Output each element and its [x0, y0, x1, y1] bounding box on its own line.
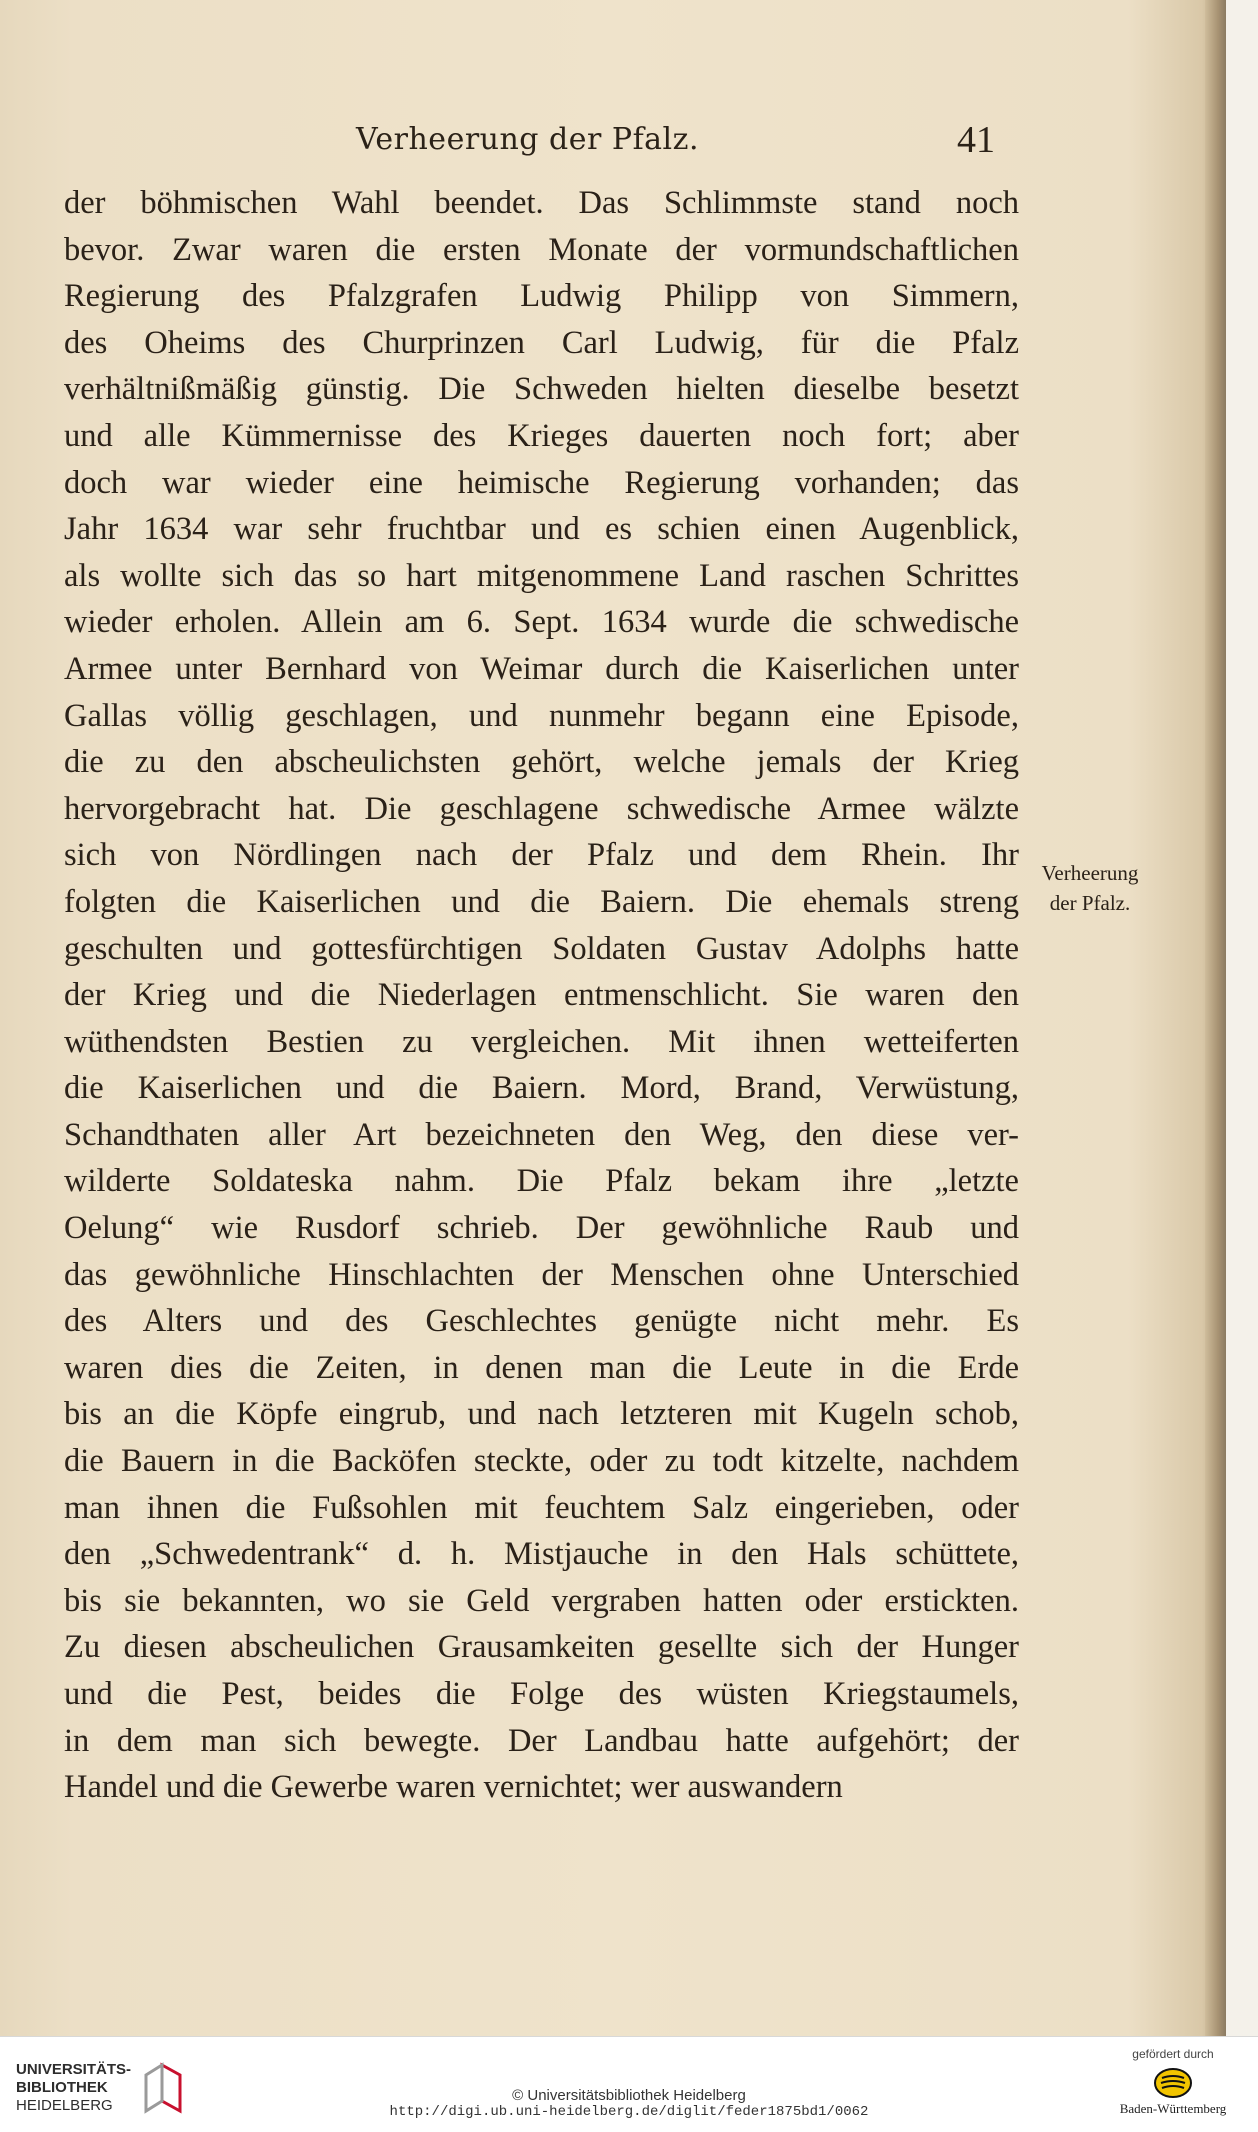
- text-line: geschulten und gottesfürchtigen Soldaten Gustav Adolphs hatte: [64, 930, 1019, 967]
- text-line: verhältnißmäßig günstig. Die Schweden hielten dieselbe besetzt: [64, 371, 1019, 408]
- text-line: folgten die Kaiserlichen und die Baiern. Die ehemals streng: [64, 883, 1019, 920]
- running-title: Verheerung der Pfalz.: [355, 122, 699, 157]
- text-line: Gallas völlig geschlagen, und nunmehr begann eine Episode,: [64, 697, 1019, 734]
- text-line: wieder erholen. Allein am 6. Sept. 1634 wurde die schwedische: [64, 604, 1019, 641]
- marginal-note-line: der Pfalz.: [1049, 891, 1131, 915]
- text-line: bis sie bekannten, wo sie Geld vergraben hatten oder erstickten.: [64, 1582, 1019, 1619]
- text-line: man ihnen die Fußsohlen mit feuchtem Salz eingerieben, oder: [64, 1489, 1019, 1526]
- permalink[interactable]: http://digi.ub.uni-heidelberg.de/diglit/feder1875bd1/0062: [389, 2104, 869, 2120]
- copyright-notice: [0, 2087, 1258, 2121]
- text-line: und die Pest, beides die Folge des wüsten Kriegstaumels,: [64, 1676, 1019, 1712]
- text-line: wilderte Soldateska nahm. Die Pfalz bekam ihre „letzte: [64, 1163, 1019, 1200]
- marginal-note-line: Verheerung: [1041, 861, 1139, 885]
- text-line: die Kaiserlichen und die Baiern. Mord, Brand, Verwüstung,: [64, 1070, 1019, 1107]
- body-text: [64, 180, 1019, 1811]
- footer: [0, 2036, 1258, 2132]
- text-line: bevor. Zwar waren die ersten Monate der vormundschaftlichen: [64, 231, 1019, 268]
- text-line: Zu diesen abscheulichen Grausamkeiten gesellte sich der Hunger: [64, 1629, 1019, 1666]
- text-line: hervorgebracht hat. Die geschlagene schwedische Armee wälzte: [64, 790, 1019, 827]
- text-line: Armee unter Bernhard von Weimar durch die Kaiserlichen unter: [64, 650, 1019, 687]
- text-line: der Krieg und die Niederlagen entmenschlicht. Sie waren den: [64, 977, 1019, 1014]
- text-line: wüthendsten Bestien zu vergleichen. Mit ihnen wetteiferten: [64, 1023, 1019, 1060]
- funder-label: gefördert durch: [1132, 2047, 1214, 2061]
- text-line: sich von Nördlingen nach der Pfalz und dem Rhein. Ihr: [64, 837, 1019, 874]
- text-line: in dem man sich bewegte. Der Landbau hatte aufgehört; der: [64, 1722, 1019, 1759]
- page-number: 41: [957, 119, 995, 161]
- funder-block: [1098, 2047, 1248, 2127]
- text-line: die Bauern in die Backöfen steckte, oder zu todt kitzelte, nachdem: [64, 1443, 1019, 1480]
- text-line: doch war wieder eine heimische Regierung vorhanden; das: [64, 464, 1019, 501]
- copyright-text: © Universitätsbibliothek Heidelberg: [512, 2087, 746, 2104]
- viewer-margin: [1226, 0, 1258, 2036]
- text-line: waren dies die Zeiten, in denen man die Leute in die Erde: [64, 1349, 1019, 1386]
- library-name-line: HEIDELBERG: [16, 2097, 113, 2114]
- text-line: Jahr 1634 war sehr fruchtbar und es schien einen Augenblick,: [64, 511, 1019, 548]
- text-line: und alle Kümmernisse des Krieges dauerten noch fort; aber: [64, 417, 1019, 454]
- text-line: der böhmischen Wahl beendet. Das Schlimmste stand noch: [64, 185, 1019, 221]
- text-line: bis an die Köpfe eingrub, und nach letzteren mit Kugeln schob,: [64, 1396, 1019, 1433]
- running-head: [60, 118, 995, 168]
- text-line: des Oheims des Churprinzen Carl Ludwig, für die Pfalz: [64, 324, 1019, 361]
- funder-name: Baden-Württemberg: [1119, 2101, 1227, 2116]
- text-line: Schandthaten aller Art bezeichneten den Weg, den diese ver-: [64, 1116, 1019, 1153]
- text-line: das gewöhnliche Hinschlachten der Menschen ohne Unterschied: [64, 1256, 1019, 1293]
- text-line: Handel und die Gewerbe waren vernichtet; wer auswandern: [64, 1769, 843, 1806]
- marginal-note: [1036, 858, 1144, 918]
- page-edge: [1205, 0, 1226, 2036]
- library-name-line: UNIVERSITÄTS-: [16, 2061, 132, 2078]
- text-line: Oelung“ wie Rusdorf schrieb. Der gewöhnliche Raub und: [64, 1210, 1019, 1247]
- coat-of-arms-icon: [1153, 2067, 1193, 2099]
- text-line: als wollte sich das so hart mitgenommene Land raschen Schrittes: [64, 557, 1019, 594]
- text-line: den „Schwedentrank“ d. h. Mistjauche in den Hals schüttete,: [64, 1536, 1019, 1573]
- text-line: die zu den abscheulichsten gehört, welche jemals der Krieg: [64, 744, 1019, 781]
- text-line: des Alters und des Geschlechtes genügte nicht mehr. Es: [64, 1303, 1019, 1340]
- text-line: Regierung des Pfalzgrafen Ludwig Philipp von Simmern,: [64, 278, 1019, 315]
- library-name-line: BIBLIOTHEK: [16, 2079, 108, 2096]
